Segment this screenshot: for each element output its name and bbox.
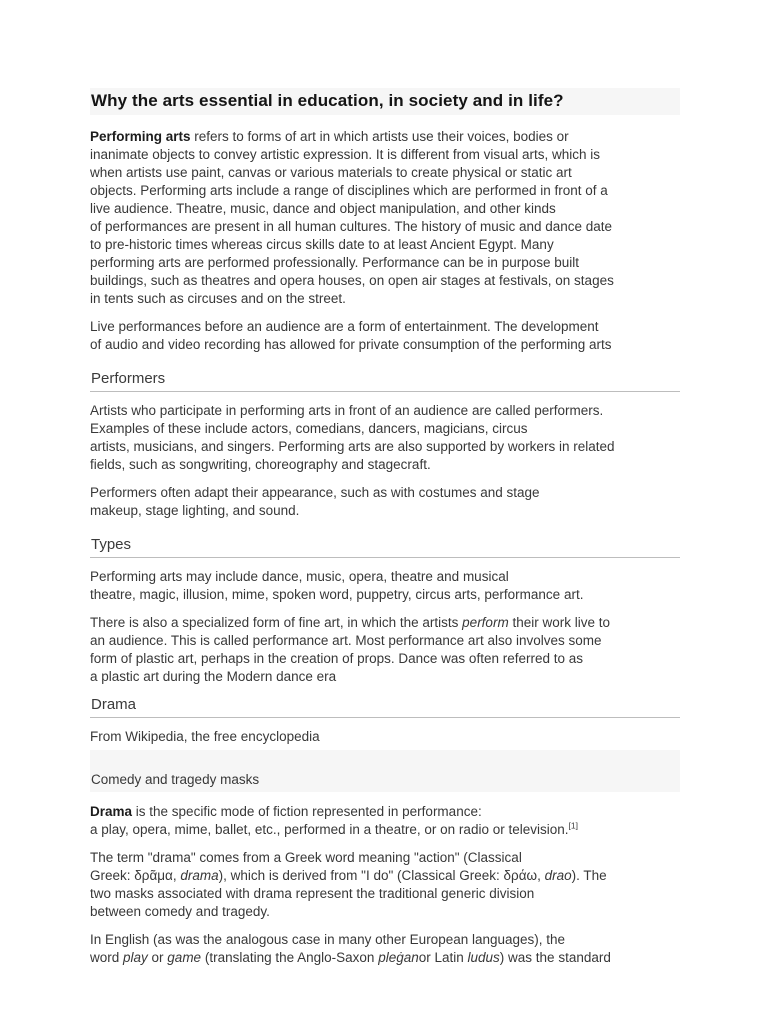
page-title: Why the arts essential in education, in society and in life? [90,88,680,115]
paragraph-live-performances: Live performances before an audience are a form of entertainment. The development of audio and video recording has allowed for private consumption of the performing arts [90,319,612,352]
caption-box [90,750,680,792]
section-heading-drama: Drama [90,696,680,718]
paragraph-types-list: Performing arts may include dance, music, opera, theatre and musical theatre, magic, illusion, mime, spoken word, puppetry, circus arts, performance art. [90,569,584,602]
wikipedia-attribution-line: From Wikipedia, the free encyclopedia [90,729,320,744]
paragraph-performers-adapt: Performers often adapt their appearance, such as with costumes and stage makeup, stage lighting, and sound. [90,485,540,518]
paragraph-drama-definition: Drama is the specific mode of fiction represented in performance: a play, opera, mime, ballet, etc., performed in a theatre, or on radio or television.[1] [90,804,578,837]
paragraph-artists-performers: Artists who participate in performing arts in front of an audience are called performers. Examples of these include actors, comedians, dancers, magicians, circus artists, musicians, and singers. Performing arts are also supported by workers in related fields, such as songwriting, choreography and stagecraft. [90,403,615,472]
paragraph-drama-etymology: The term "drama" comes from a Greek word meaning "action" (Classical Greek: δρᾶμα, drama), which is derived from "I do" (Classical Greek: δράω, drao). The two masks associated with drama represent the traditional generic division between comedy and tragedy. [90,850,607,919]
section-heading-performers: Performers [90,370,680,392]
document-page [90,88,680,977]
image-caption-comedy-tragedy-masks: Comedy and tragedy masks [91,772,260,787]
paragraph-performing-arts-intro: Performing arts refers to forms of art in which artists use their voices, bodies or inanimate objects to convey artistic expression. It is different from visual arts, which is when artists use paint, canvas or various materials to create physical or static art objects. Performing arts include a range of disciplines which are performed in front of a live audience. Theatre, music, dance and object manipulation, and other kinds of performances are present in all human cultures. The history of music and dance date to pre-historic times whereas circus skills date to at least Ancient Egypt. Many performing arts are performed professionally. Performance can be in purpose built buildings, such as theatres and opera houses, on open air stages at festivals, on stages in tents such as circuses and on the street. [90,129,614,306]
section-heading-types: Types [90,536,680,558]
paragraph-drama-in-english: In English (as was the analogous case in many other European languages), the word play or game (translating the Anglo-Saxon pleġanor Latin ludus) was the standard [90,932,611,965]
paragraph-types-fine-art: There is also a specialized form of fine art, in which the artists perform their work live to an audience. This is called performance art. Most performance art also involves some form of plastic art, perhaps in the creation of props. Dance was often referred to as a plastic art during the Modern dance era [90,615,610,684]
